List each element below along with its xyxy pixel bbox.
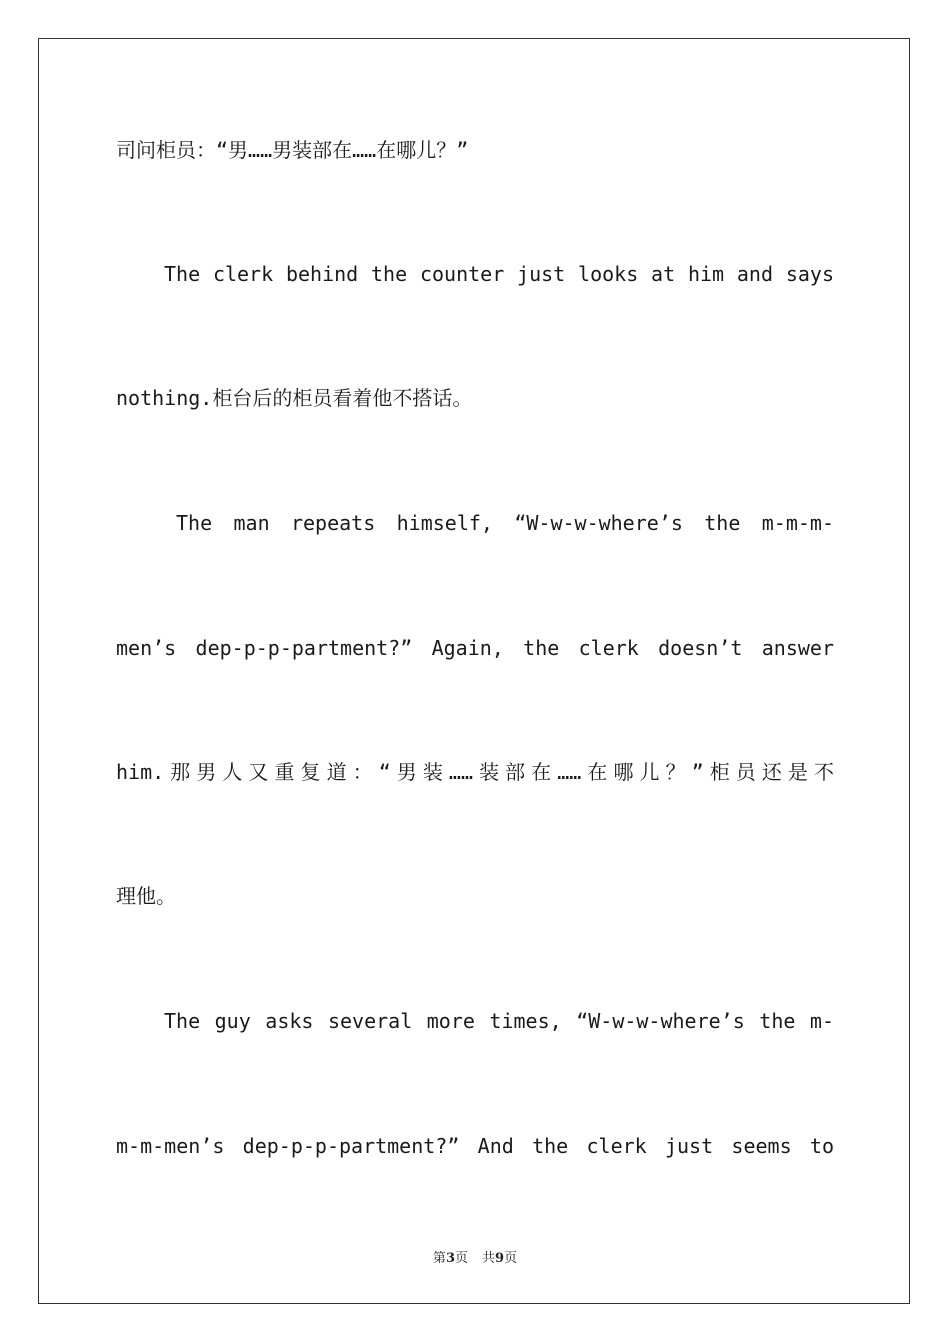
text-line-7: 理他。 <box>116 884 176 908</box>
text-line-4: The man repeats himself, “W-w-w-where’s the m-m-m- <box>176 511 834 535</box>
text-line-9: m-m-men’s dep-p-p-partment?” And the clerk just seems to <box>116 1134 834 1158</box>
text-line-1: 司问柜员：“男……男装部在……在哪儿？” <box>116 138 469 162</box>
page-border <box>38 38 910 1304</box>
text-line-3: nothing.柜台后的柜员看着他不搭话。 <box>116 386 473 410</box>
text-line-5: men’s dep-p-p-partment?” Again, the clerk doesn’t answer <box>116 636 834 660</box>
text-line-2: The clerk behind the counter just looks at him and says <box>164 262 834 286</box>
text-line-6: him.那男人又重复道：“男装……装部在……在哪儿？”柜员还是不 <box>116 760 834 784</box>
page-number: 第3页 <box>432 1251 468 1266</box>
page-total: 共9页 <box>482 1251 518 1266</box>
text-line-8: The guy asks several more times, “W-w-w-where’s the m- <box>164 1009 834 1033</box>
page-footer <box>0 1247 950 1266</box>
